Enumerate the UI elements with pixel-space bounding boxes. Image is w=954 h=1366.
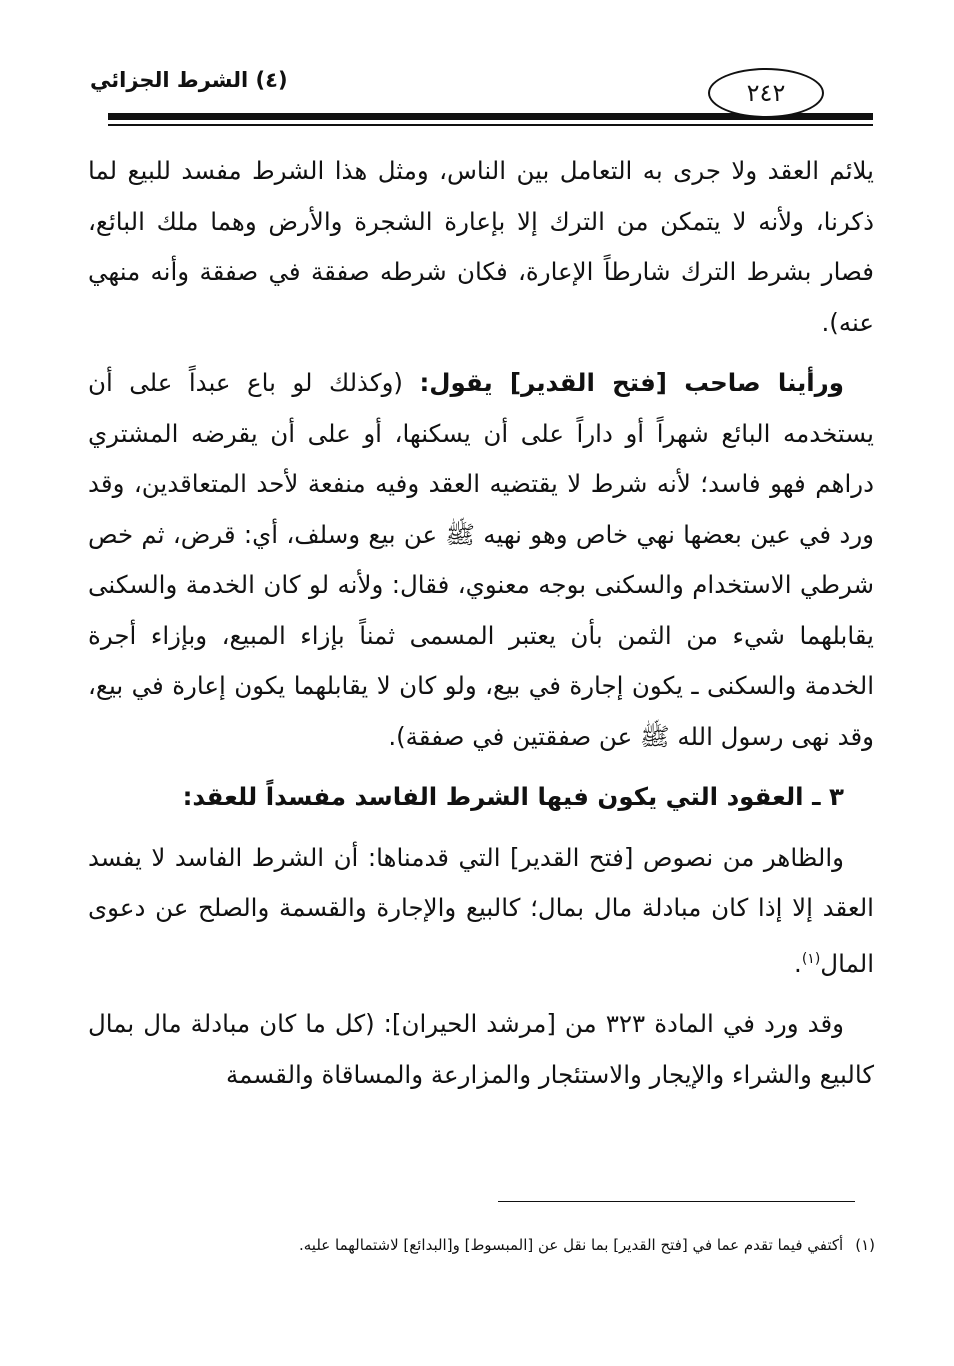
paragraph-4: وقد ورد في المادة ٣٢٣ من [مرشد الحيران]: (كل ما كان مبادلة مال بمال كالبيع والشراء والإيجار والاستئجار والمزارعة والمساقاة والقسمة: [88, 1009, 874, 1089]
footnote-text: أكتفي فيما تقدم عما في [فتح القدير] بما نقل عن [المبسوط] و[البدائع] لاشتمالهما عليه.: [299, 1236, 844, 1254]
running-title: (٤) الشرط الجزائي: [90, 68, 288, 92]
footnote-separator: [498, 1201, 855, 1202]
header-rule-thin: [108, 124, 873, 126]
footnote-reference: (١): [801, 950, 821, 967]
paragraph-2: [88, 358, 874, 762]
page-number: ٢٤٢: [708, 68, 824, 118]
footnote-mark: (١): [855, 1236, 875, 1254]
paragraph-1: يلائم العقد ولا جرى به التعامل بين الناس، ومثل هذا الشرط مفسد للبيع لما ذكرنا، ولأنه لا يتمكن من الترك إلا بإعارة الشجرة والأرض وهما ملك البائع، فصار بشرط الترك شارطاً الإعارة، فكان شرطه صفقة في صفقة وأنه منهي عنه).: [88, 156, 874, 337]
paragraph-3-body: والظاهر من نصوص [فتح القدير] التي قدمناها: أن الشرط الفاسد لا يفسد العقد إلا إذا كان مبادلة مال بمال؛ كالبيع والإجارة والقسمة والصلح عن دعوى المال: [88, 842, 874, 978]
main-text: [88, 146, 874, 1100]
paragraph-3: [88, 833, 874, 990]
paragraph-2-lead: ورأينا صاحب [فتح القدير] يقول:: [419, 368, 845, 397]
paragraph-3-end: .: [794, 948, 802, 978]
footnote: [200, 1236, 875, 1254]
section-heading: ٣ ـ العقود التي يكون فيها الشرط الفاسد مفسداً للعقد:: [182, 782, 844, 811]
paragraph-2-body: (وكذلك لو باع عبداً على أن يستخدمه البائع شهراً أو داراً على أن يسكنها، أو على أن يقرضه المشتري دراهم فهو فاسد؛ لأنه شرط لا يقتضيه العقد وفيه منفعة لأحد المتعاقدين، وقد ورد في عين بعضها نهي خاص وهو نهيه ﷺ عن بيع وسلف، أي: قرض، ثم خص شرطي الاستخدام والسكنى بوجه معنوي، فقال: ولأنه لو كان الخدمة والسكنى يقابلهما شيء من الثمن بأن يعتبر المسمى ثمناً بإزاء المبيع، وبإزاء أجرة الخدمة والسكنى ـ يكون إجارة في بيع، ولو كان لا يقابلهما يكون إعارة في بيع، وقد نهى رسول الله ﷺ عن صفقتين في صفقة).: [88, 368, 874, 751]
